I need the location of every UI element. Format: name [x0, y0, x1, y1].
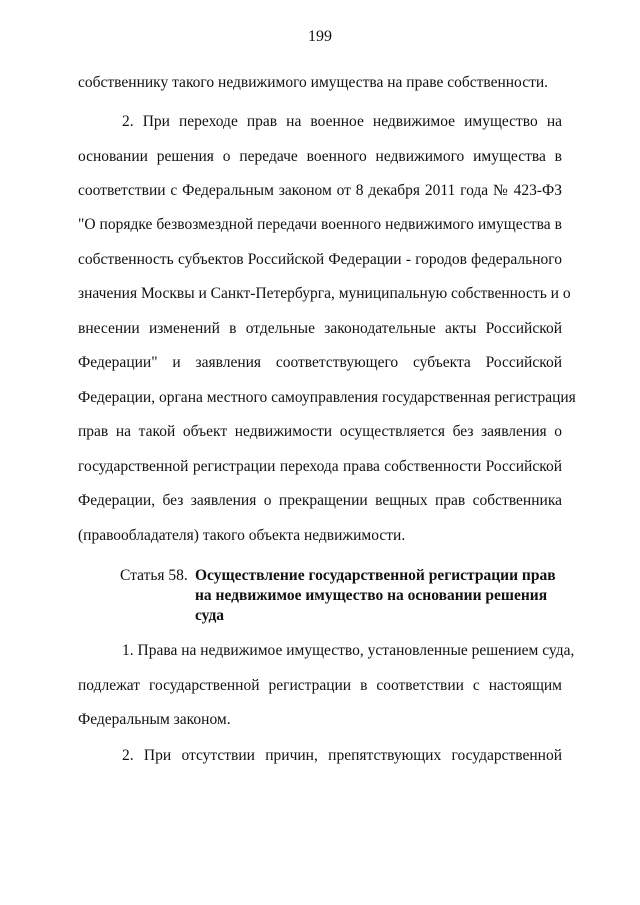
- paragraph-line: собственность субъектов Российской Федерации - городов федерального: [78, 251, 562, 268]
- paragraph-line: 1. Права на недвижимое имущество, установленные решением суда,: [122, 642, 575, 659]
- article-title-line: Осуществление государственной регистрации прав: [195, 567, 556, 584]
- article-title-line: суда: [195, 607, 225, 624]
- paragraph-line: государственной регистрации перехода права собственности Российской: [78, 458, 562, 475]
- paragraph-line: Федеральным законом.: [78, 711, 231, 728]
- paragraph-line: Федерации, органа местного самоуправления государственная регистрация: [78, 389, 576, 406]
- paragraph-line: основании решения о передаче военного недвижимого имущества в: [78, 148, 562, 165]
- page-number: 199: [308, 28, 332, 45]
- paragraph-line: "О порядке безвозмездной передачи военного недвижимого имущества в: [78, 216, 562, 233]
- article-label: Статья 58.: [120, 567, 188, 584]
- paragraph-line: 2. При переходе прав на военное недвижимое имущество на: [122, 113, 562, 130]
- paragraph-line: подлежат государственной регистрации в соответствии с настоящим: [78, 677, 562, 694]
- paragraph-line: Федерации, без заявления о прекращении вещных прав собственника: [78, 492, 562, 509]
- paragraph-line: значения Москвы и Санкт-Петербурга, муниципальную собственность и о: [78, 285, 571, 302]
- paragraph-line: Федерации" и заявления соответствующего субъекта Российской: [78, 354, 562, 371]
- paragraph-line: прав на такой объект недвижимости осуществляется без заявления о: [78, 423, 562, 440]
- paragraph-line: 2. При отсутствии причин, препятствующих государственной: [122, 747, 562, 764]
- paragraph-line: (правообладателя) такого объекта недвижимости.: [78, 527, 406, 544]
- paragraph-line: соответствии с Федеральным законом от 8 декабря 2011 года № 423-ФЗ: [78, 182, 562, 199]
- paragraph-line: внесении изменений в отдельные законодательные акты Российской: [78, 320, 562, 337]
- paragraph-line: собственнику такого недвижимого имущества на праве собственности.: [78, 74, 549, 91]
- article-title-line: на недвижимое имущество на основании решения: [195, 587, 548, 604]
